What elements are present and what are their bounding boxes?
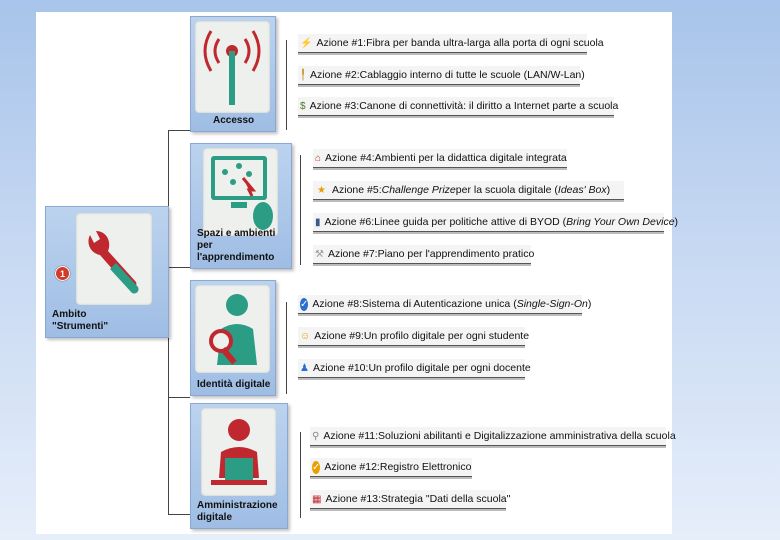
category-accesso <box>190 16 276 132</box>
calendar-icon: ▦ <box>312 493 322 505</box>
action-item[interactable]: ⚲ Azione #11: Soluzioni abilitanti e Digitalizzazione amministrativa della scuola <box>310 427 666 446</box>
category-label: Accesso <box>213 115 255 126</box>
category-amministrazione <box>190 403 288 529</box>
bike-icon: ⚲ <box>312 430 320 442</box>
action-item[interactable]: ╿ Azione #2: Cablaggio interno di tutte le scuole (LAN/W-Lan) <box>298 66 580 85</box>
root-label: Ambito "Strumenti" <box>52 309 109 332</box>
branch-line <box>300 155 301 265</box>
connector <box>168 130 190 131</box>
star-icon: ★ <box>317 184 326 196</box>
category-label: Amministrazione digitale <box>197 500 278 523</box>
category-label: Spazi e ambienti per l'apprendimento <box>197 228 276 263</box>
cable-icon: ╿ <box>300 69 307 81</box>
checkmark-icon: ✓ <box>300 298 309 310</box>
action-item[interactable]: ▦ Azione #13: Strategia "Dati della scuola" <box>310 490 506 509</box>
action-item[interactable]: ⌂ Azione #4: Ambienti per la didattica digitale integrata <box>313 149 567 168</box>
action-item[interactable]: ▮ Azione #6: Linee guida per politiche attive di BYOD ( Bring Your Own Device ) <box>313 213 664 232</box>
action-item[interactable]: ✓ Azione #12: Registro Elettronico <box>310 458 472 477</box>
connector <box>168 514 190 515</box>
action-item[interactable]: ⚒ Azione #7: Piano per l'apprendimento pratico <box>313 245 531 264</box>
category-identita <box>190 280 276 396</box>
money-bag-icon: $ <box>300 100 306 112</box>
identity-magnifier-icon <box>195 285 270 373</box>
category-spazi <box>190 143 292 269</box>
house-icon: ⌂ <box>315 152 322 164</box>
tools-icon: ⚒ <box>315 248 324 260</box>
branch-line <box>286 302 287 394</box>
action-item[interactable]: ♟ Azione #10: Un profilo digitale per ogni docente <box>298 359 525 378</box>
action-item[interactable]: ☺ Azione #9: Un profilo digitale per ogni studente <box>298 327 525 346</box>
connector <box>168 267 190 268</box>
connector <box>168 397 190 398</box>
category-label: Identità digitale <box>197 379 271 390</box>
administrator-desk-icon <box>201 408 276 496</box>
action-item[interactable]: $ Azione #3: Canone di connettività: il diritto a Internet parte a scuola <box>298 97 614 116</box>
action-item[interactable]: ★ Azione #5: Challenge Prize per la scuola digitale ( Ideas' Box ) <box>313 181 624 200</box>
action-item[interactable]: ⚡ Azione #1: Fibra per banda ultra-larga alla porta di ogni scuola <box>298 34 587 53</box>
wrench-icon <box>76 213 152 305</box>
person-icon: ♟ <box>300 362 309 374</box>
phone-icon: ▮ <box>315 216 321 228</box>
lightning-icon: ⚡ <box>300 37 313 49</box>
action-item[interactable]: ✓ Azione #8: Sistema di Autenticazione unica ( Single-Sign-On ) <box>298 295 582 314</box>
branch-line <box>286 40 287 130</box>
branch-line <box>300 432 301 518</box>
step-badge: 1 <box>55 266 70 281</box>
smiley-icon: ☺ <box>300 330 311 342</box>
check-circle-icon: ✓ <box>312 461 321 473</box>
computer-mouse-icon <box>203 148 278 236</box>
antenna-icon <box>195 21 270 113</box>
